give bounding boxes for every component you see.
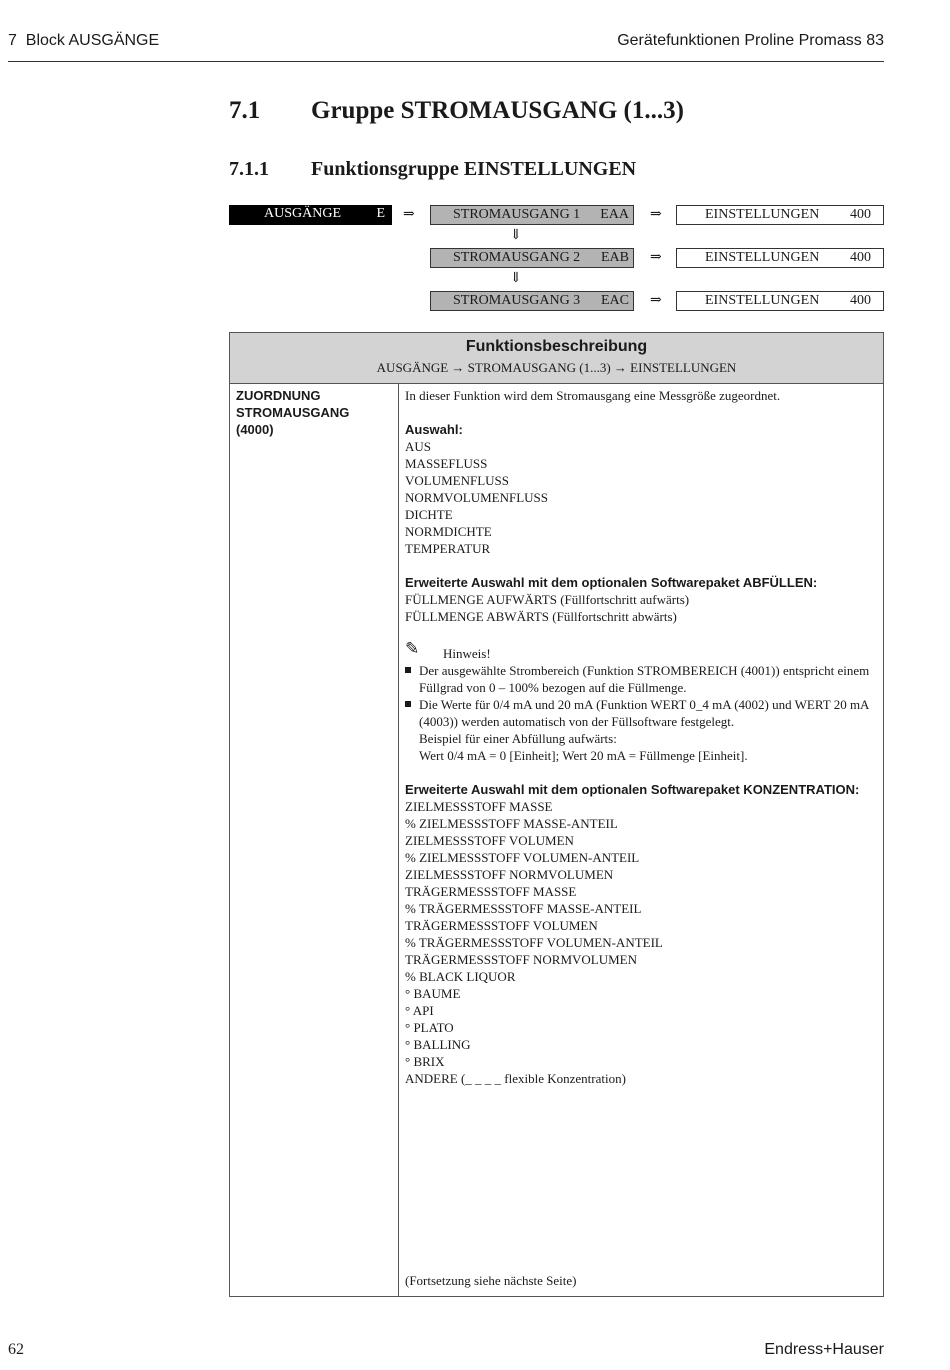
option-item: ° API <box>405 1003 434 1018</box>
nav-group-label: STROMAUSGANG 2 <box>453 250 581 265</box>
option-item: ZIELMESSSTOFF MASSE <box>405 799 553 814</box>
option-item: % BLACK LIQUOR <box>405 969 516 984</box>
nav-function-group-code: 400 <box>850 293 871 308</box>
section-number: 7.1 <box>229 97 261 124</box>
nav-arrow-down: ⇓ <box>510 228 522 243</box>
option-item: % TRÄGERMESSSTOFF VOLUMEN-ANTEIL <box>405 935 663 950</box>
option-item: TRÄGERMESSSTOFF NORMVOLUMEN <box>405 952 637 967</box>
bullet-square-icon <box>405 701 411 707</box>
option-item: AUS <box>405 439 432 454</box>
nav-arrow-right: ⇒ <box>650 250 662 265</box>
nav-function-group-label: EINSTELLUNGEN <box>705 207 820 222</box>
nav-group-code: EAA <box>600 207 629 222</box>
function-name <box>236 387 391 438</box>
subsection-number: 7.1.1 <box>229 158 269 180</box>
table-title: Funktionsbeschreibung <box>465 338 648 355</box>
nav-function-group-code: 400 <box>850 207 871 222</box>
note-header <box>405 639 875 662</box>
nav-function-group-box <box>676 205 884 225</box>
option-item: % ZIELMESSSTOFF MASSE-ANTEIL <box>405 816 618 831</box>
nav-arrow-right: ⇒ <box>650 207 662 222</box>
option-item: FÜLLMENGE ABWÄRTS (Füllfortschritt abwärts) <box>405 609 677 624</box>
function-name-line: (4000) <box>236 422 274 437</box>
nav-function-group-box <box>676 248 884 268</box>
nav-group-label: STROMAUSGANG 1 <box>453 207 581 222</box>
table-path: AUSGÄNGE → STROMAUSGANG (1...3) → EINSTELLUNGEN <box>376 360 737 375</box>
running-header <box>8 32 884 54</box>
intro-text: In dieser Funktion wird dem Stromausgang eine Messgröße zugeordnet. <box>405 388 781 403</box>
nav-function-group-code: 400 <box>850 250 871 265</box>
subsection-heading <box>229 158 636 181</box>
abfuellen-list <box>405 591 875 625</box>
option-item: ZIELMESSSTOFF NORMVOLUMEN <box>405 867 614 882</box>
option-item: ° PLATO <box>405 1020 454 1035</box>
brand-name: Endress+Hauser <box>764 1341 884 1358</box>
option-item: TRÄGERMESSSTOFF VOLUMEN <box>405 918 598 933</box>
function-table-header <box>230 333 883 384</box>
option-item: VOLUMENFLUSS <box>405 473 510 488</box>
abfuellen-label: Erweiterte Auswahl mit dem optionalen Softwarepaket ABFÜLLEN: <box>405 575 818 590</box>
bullet-square-icon <box>405 667 411 673</box>
nav-group-code: EAC <box>601 293 629 308</box>
note-text: Der ausgewählte Strombereich (Funktion STROMBEREICH (4001)) entspricht einem Füllgrad von 0 – 100% bezogen auf die Füllmenge. <box>419 663 870 695</box>
note-item <box>405 696 875 764</box>
option-item: ° BAUME <box>405 986 461 1001</box>
nav-arrow-down: ⇓ <box>510 271 522 286</box>
option-item: NORMVOLUMENFLUSS <box>405 490 549 505</box>
section-heading <box>229 97 684 125</box>
option-item: MASSEFLUSS <box>405 456 488 471</box>
pencil-icon: ✎ <box>405 639 420 658</box>
nav-group-label: STROMAUSGANG 3 <box>453 293 581 308</box>
option-item: FÜLLMENGE AUFWÄRTS (Füllfortschritt aufwärts) <box>405 592 690 607</box>
function-table <box>229 332 884 1297</box>
subsection-title: Funktionsgruppe EINSTELLUNGEN <box>311 158 637 180</box>
nav-function-group-label: EINSTELLUNGEN <box>705 250 820 265</box>
function-name-line: ZUORDNUNG <box>236 388 321 403</box>
nav-group-code: EAB <box>601 250 629 265</box>
note-example: Wert 0/4 mA = 0 [Einheit]; Wert 20 mA = Füllmenge [Einheit]. <box>419 748 748 763</box>
note-label: Hinweis! <box>443 646 491 661</box>
nav-group-box <box>430 205 634 225</box>
note-item <box>405 662 875 696</box>
auswahl-label: Auswahl: <box>405 422 463 437</box>
header-rule <box>8 61 884 62</box>
chapter-label: 7 Block AUSGÄNGE <box>8 32 160 49</box>
function-name-line: STROMAUSGANG <box>236 405 350 420</box>
nav-block-box <box>229 205 392 225</box>
option-item: ANDERE (_ _ _ _ flexible Konzentration) <box>405 1071 626 1086</box>
page-number: 62 <box>8 1341 24 1358</box>
note-example-label: Beispiel für einer Abfüllung aufwärts: <box>419 731 617 746</box>
option-item: % ZIELMESSSTOFF VOLUMEN-ANTEIL <box>405 850 640 865</box>
nav-arrow-right: ⇒ <box>403 207 415 222</box>
nav-group-box <box>430 291 634 311</box>
column-divider <box>398 383 399 1296</box>
option-item: DICHTE <box>405 507 453 522</box>
nav-arrow-right: ⇒ <box>650 293 662 308</box>
nav-function-group-label: EINSTELLUNGEN <box>705 293 820 308</box>
nav-block-code: E <box>376 206 385 221</box>
konzentration-label: Erweiterte Auswahl mit dem optionalen Softwarepaket KONZENTRATION: <box>405 782 860 797</box>
option-item: % TRÄGERMESSSTOFF MASSE-ANTEIL <box>405 901 642 916</box>
document-title: Gerätefunktionen Proline Promass 83 <box>617 32 884 49</box>
option-item: ° BRIX <box>405 1054 445 1069</box>
function-description <box>405 387 875 1087</box>
auswahl-list <box>405 438 875 557</box>
note-text: Die Werte für 0/4 mA und 20 mA (Funktion WERT 0_4 mA (4002) und WERT 20 mA (4003)) werden automatisch von der Füllsoftware festgelegt. <box>419 697 869 729</box>
nav-group-box <box>430 248 634 268</box>
continuation-note: (Fortsetzung siehe nächste Seite) <box>405 1273 577 1288</box>
konzentration-list <box>405 798 875 1087</box>
option-item: TRÄGERMESSSTOFF MASSE <box>405 884 577 899</box>
option-item: ZIELMESSSTOFF VOLUMEN <box>405 833 574 848</box>
section-title: Gruppe STROMAUSGANG (1...3) <box>311 97 684 124</box>
nav-function-group-box <box>676 291 884 311</box>
option-item: ° BALLING <box>405 1037 471 1052</box>
nav-block-label: AUSGÄNGE <box>264 206 341 221</box>
option-item: NORMDICHTE <box>405 524 492 539</box>
option-item: TEMPERATUR <box>405 541 491 556</box>
